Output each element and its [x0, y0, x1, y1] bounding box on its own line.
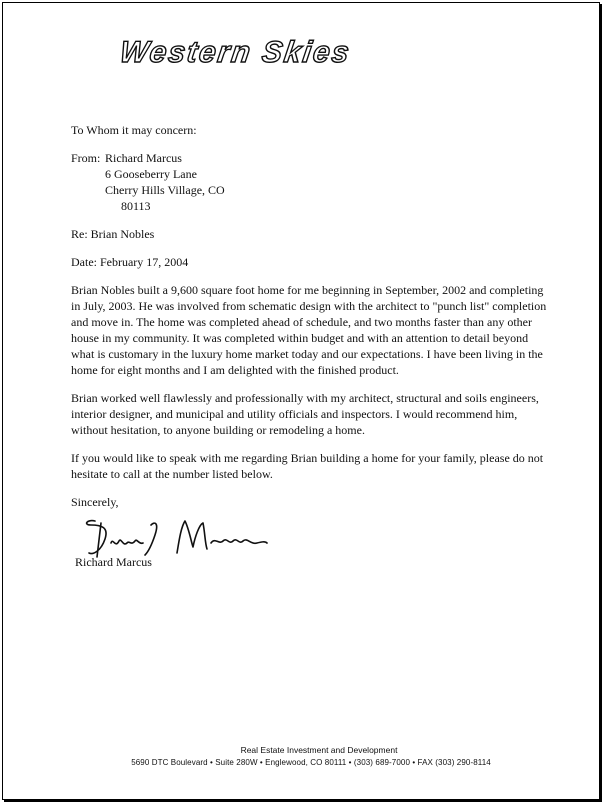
sender-street: 6 Gooseberry Lane — [105, 167, 197, 181]
sender-zip: 80113 — [121, 199, 151, 213]
signer-name: Richard Marcus — [75, 555, 152, 569]
sender-city: Cherry Hills Village, CO — [105, 183, 225, 197]
date-line: Date: February 17, 2004 — [71, 255, 189, 269]
handwritten-signature — [81, 513, 271, 561]
paragraph-3: If you would like to speak with me regarding Brian building a home for your family, please do not hesitate to call at the number listed below. — [71, 451, 544, 481]
closing: Sincerely, — [71, 495, 119, 509]
company-logo: Western Skies — [117, 36, 353, 69]
sender-address-block — [71, 150, 551, 214]
paragraph-2: Brian worked well flawlessly and professionally with my architect, structural and soils engineers, interior designer, and municipal and utility officials and inspectors. I would recommend him, without hesitation, to anyone building or remodeling a home. — [71, 391, 539, 437]
subject-line: Re: Brian Nobles — [71, 227, 155, 241]
letter-body — [71, 122, 551, 510]
from-label: From: — [71, 151, 101, 165]
footer-address: 5690 DTC Boulevard • Suite 280W • Englewood, CO 80111 • (303) 689-7000 • FAX (303) 290-8114 — [131, 758, 491, 767]
sender-name: Richard Marcus — [105, 151, 182, 165]
paragraph-1: Brian Nobles built a 9,600 square foot home for me beginning in September, 2002 and completing in July, 2003. He was involved from schematic design with the architect to "punch list" completion and move in. The home was completed ahead of schedule, and two months faster than any other house in my community. It was completed within budget and with an attention to detail beyond what is customary in the luxury home market today and our expectations. I have been living in the home for eight months and I am delighted with the finished product. — [71, 283, 547, 377]
greeting: To Whom it may concern: — [71, 123, 197, 137]
letter-page — [2, 2, 600, 800]
sender-address — [105, 150, 225, 214]
footer-tagline: Real Estate Investment and Development — [240, 745, 398, 755]
